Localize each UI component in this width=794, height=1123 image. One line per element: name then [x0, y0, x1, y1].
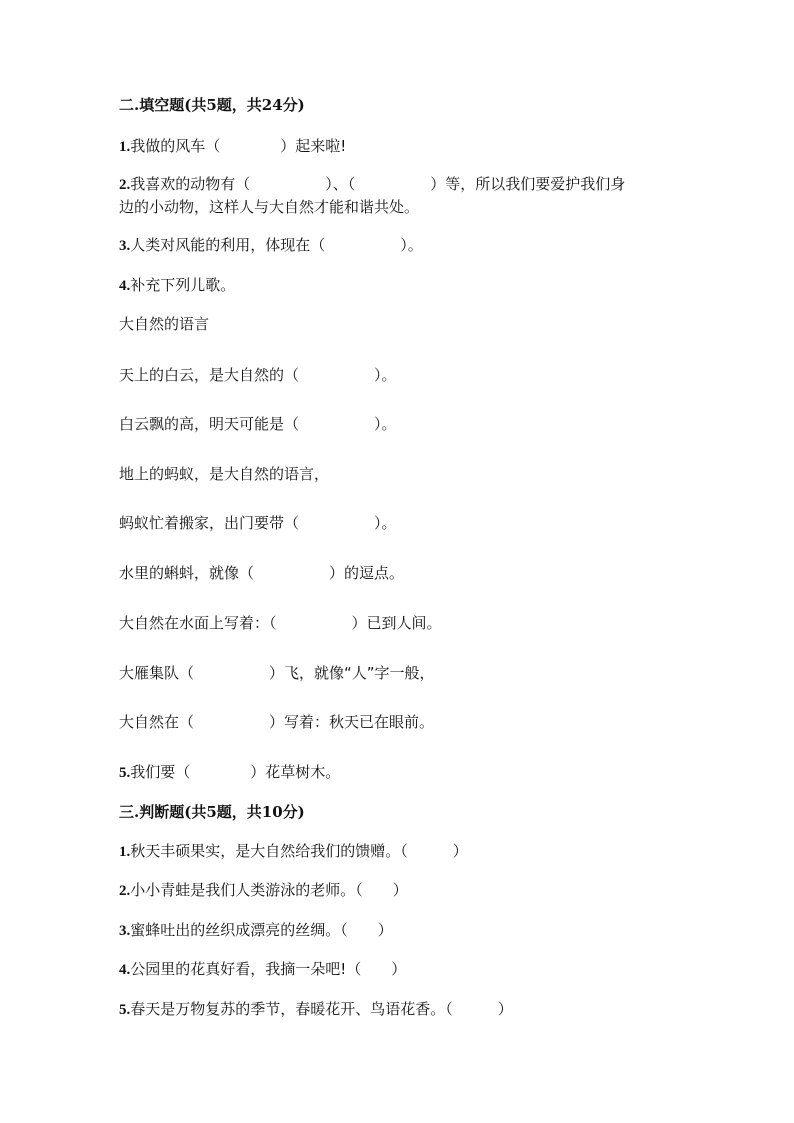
question-2-2 [119, 173, 625, 196]
question-text: 补充下列儿歌。 [130, 276, 236, 294]
question-number: 1. [119, 139, 131, 155]
question-text: 我做的风车（ ）起来啦! [130, 137, 347, 155]
question-2-1 [119, 135, 346, 158]
question-number: 4. [119, 962, 131, 978]
question-text-line1: 我喜欢的动物有（ ）、（ ）等，所以我们要爱护我们身 [130, 175, 626, 193]
question-number: 5. [119, 1002, 131, 1018]
poem-line: 大自然在（ ）写着：秋天已在眼前。 [119, 713, 435, 731]
question-number: 3. [119, 238, 131, 254]
question-3-4 [119, 958, 406, 981]
question-number: 1. [119, 844, 131, 860]
poem-line: 大雁集队（ ）飞，就像“人”字一般， [119, 664, 435, 682]
poem-line: 大自然在水面上写着：（ ）已到人间。 [119, 614, 442, 632]
question-number: 2. [119, 177, 131, 193]
question-text: 蜜蜂吐出的丝织成漂亮的丝绸。（ ） [130, 921, 393, 939]
question-3-1 [119, 840, 468, 863]
question-number: 5. [119, 765, 131, 781]
question-number: 2. [119, 883, 131, 899]
poem-line: 蚂蚁忙着搬家，出门要带（ ）。 [119, 514, 397, 532]
question-2-5 [119, 761, 340, 784]
question-text: 秋天丰硕果实，是大自然给我们的馈赠。（ ） [130, 842, 468, 860]
poem-line: 地上的蚂蚁，是大自然的语言， [119, 465, 330, 483]
question-3-3 [119, 919, 393, 942]
poem-line: 白云飘的高，明天可能是（ ）。 [119, 415, 397, 433]
poem-line: 水里的蝌蚪，就像（ ）的逗点。 [119, 564, 405, 582]
question-2-3 [119, 234, 423, 257]
question-3-5 [119, 998, 513, 1021]
question-2-4 [119, 274, 235, 297]
question-text: 小小青蛙是我们人类游泳的老师。（ ） [130, 881, 408, 899]
question-text: 人类对风能的利用，体现在（ ）。 [130, 236, 423, 254]
question-text: 我们要（ ）花草树木。 [130, 763, 341, 781]
question-text: 春天是万物复苏的季节，春暖花开、鸟语花香。（ ） [130, 1000, 513, 1018]
question-3-2 [119, 879, 408, 902]
section-2-heading: 二.填空题(共5题，共24分) [119, 96, 305, 114]
question-number: 3. [119, 923, 131, 939]
poem-title: 大自然的语言 [119, 315, 210, 333]
question-number: 4. [119, 278, 131, 294]
question-text: 公园里的花真好看，我摘一朵吧!（ ） [130, 960, 407, 978]
question-2-2-continuation: 边的小动物，这样人与大自然才能和谐共处。 [119, 198, 420, 216]
poem-line: 天上的白云，是大自然的（ ）。 [119, 366, 397, 384]
section-3-heading: 三.判断题(共5题，共10分) [119, 803, 305, 821]
